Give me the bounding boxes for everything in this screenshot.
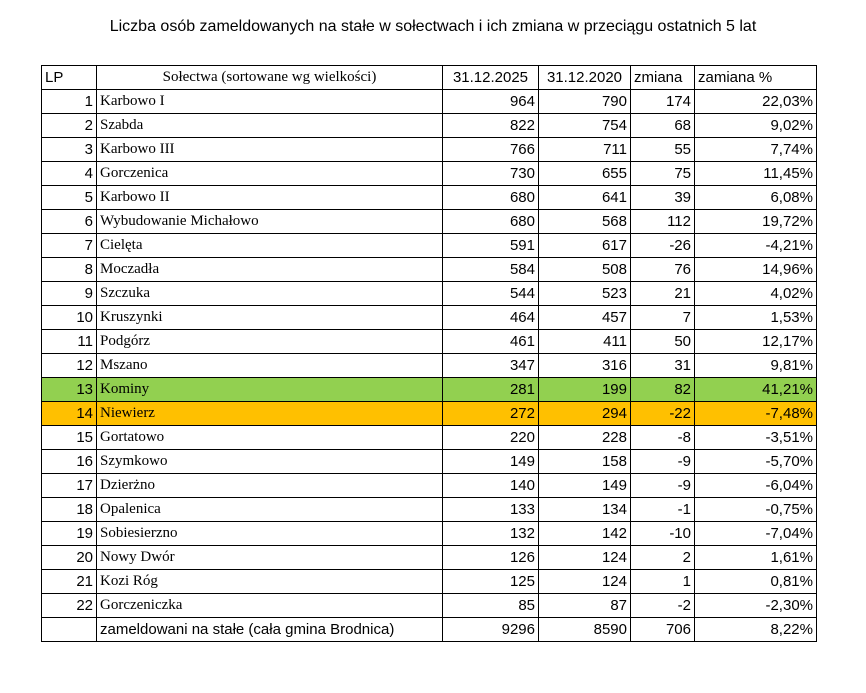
row-solectwo-name: Kruszynki [97, 306, 443, 330]
total-2025: 9296 [443, 618, 539, 642]
row-change: 31 [631, 354, 695, 378]
row-solectwo-name: Gorczenica [97, 162, 443, 186]
row-solectwo-name: Gorczeniczka [97, 594, 443, 618]
row-solectwo-name: Gortatowo [97, 426, 443, 450]
row-change-pct: 6,08% [695, 186, 817, 210]
total-2020: 8590 [539, 618, 631, 642]
table-row [42, 378, 817, 402]
row-solectwo-name: Opalenica [97, 498, 443, 522]
row-solectwo-name: Karbowo I [97, 90, 443, 114]
row-value-2025: 125 [443, 570, 539, 594]
table-row [42, 210, 817, 234]
row-lp: 8 [42, 258, 97, 282]
header-2020: 31.12.2020 [539, 66, 631, 90]
table-row [42, 138, 817, 162]
row-value-2020: 411 [539, 330, 631, 354]
row-change-pct: 9,02% [695, 114, 817, 138]
header-zamiana-pct: zamiana % [695, 66, 817, 90]
row-solectwo-name: Mszano [97, 354, 443, 378]
row-lp: 4 [42, 162, 97, 186]
row-lp: 14 [42, 402, 97, 426]
row-lp: 15 [42, 426, 97, 450]
row-value-2020: 158 [539, 450, 631, 474]
row-value-2025: 544 [443, 282, 539, 306]
row-solectwo-name: Sobiesierzno [97, 522, 443, 546]
table-row [42, 522, 817, 546]
table-row [42, 282, 817, 306]
header-row [42, 66, 817, 90]
row-value-2025: 964 [443, 90, 539, 114]
table-row [42, 594, 817, 618]
row-change: -8 [631, 426, 695, 450]
row-solectwo-name: Karbowo II [97, 186, 443, 210]
table-row [42, 546, 817, 570]
row-value-2025: 133 [443, 498, 539, 522]
row-lp: 22 [42, 594, 97, 618]
row-value-2025: 461 [443, 330, 539, 354]
table-row [42, 450, 817, 474]
row-change-pct: -5,70% [695, 450, 817, 474]
row-value-2025: 140 [443, 474, 539, 498]
row-change-pct: -4,21% [695, 234, 817, 258]
row-value-2020: 124 [539, 570, 631, 594]
row-value-2025: 272 [443, 402, 539, 426]
row-change-pct: -2,30% [695, 594, 817, 618]
row-lp: 3 [42, 138, 97, 162]
row-change: 50 [631, 330, 695, 354]
row-lp: 2 [42, 114, 97, 138]
row-value-2020: 316 [539, 354, 631, 378]
row-value-2025: 464 [443, 306, 539, 330]
row-value-2020: 199 [539, 378, 631, 402]
table-row [42, 474, 817, 498]
row-lp: 7 [42, 234, 97, 258]
row-solectwo-name: Moczadła [97, 258, 443, 282]
row-value-2020: 228 [539, 426, 631, 450]
row-solectwo-name: Szabda [97, 114, 443, 138]
row-change-pct: 14,96% [695, 258, 817, 282]
row-value-2020: 294 [539, 402, 631, 426]
row-lp: 1 [42, 90, 97, 114]
row-value-2020: 754 [539, 114, 631, 138]
total-label: zameldowani na stałe (cała gmina Brodnica) [97, 618, 443, 642]
row-lp: 10 [42, 306, 97, 330]
row-solectwo-name: Kozi Róg [97, 570, 443, 594]
total-change: 706 [631, 618, 695, 642]
row-change-pct: 4,02% [695, 282, 817, 306]
row-solectwo-name: Nowy Dwór [97, 546, 443, 570]
header-lp: LP [42, 66, 97, 90]
table-row [42, 258, 817, 282]
row-value-2025: 591 [443, 234, 539, 258]
table-row [42, 330, 817, 354]
row-change: 112 [631, 210, 695, 234]
table-row [42, 162, 817, 186]
row-change: 174 [631, 90, 695, 114]
row-value-2025: 132 [443, 522, 539, 546]
row-change: 55 [631, 138, 695, 162]
table-row [42, 426, 817, 450]
table-body [42, 90, 817, 642]
row-solectwo-name: Cielęta [97, 234, 443, 258]
row-value-2020: 641 [539, 186, 631, 210]
row-value-2020: 457 [539, 306, 631, 330]
row-change-pct: 9,81% [695, 354, 817, 378]
table-row [42, 234, 817, 258]
row-value-2020: 87 [539, 594, 631, 618]
row-lp: 16 [42, 450, 97, 474]
row-change: 2 [631, 546, 695, 570]
row-value-2025: 584 [443, 258, 539, 282]
row-change: -26 [631, 234, 695, 258]
row-value-2020: 711 [539, 138, 631, 162]
row-change: -9 [631, 474, 695, 498]
row-value-2020: 790 [539, 90, 631, 114]
row-solectwo-name: Karbowo III [97, 138, 443, 162]
table-row [42, 354, 817, 378]
row-lp: 12 [42, 354, 97, 378]
row-change: 21 [631, 282, 695, 306]
row-lp: 11 [42, 330, 97, 354]
row-lp: 19 [42, 522, 97, 546]
row-value-2020: 617 [539, 234, 631, 258]
row-change-pct: 12,17% [695, 330, 817, 354]
row-change: -2 [631, 594, 695, 618]
population-table [41, 65, 817, 642]
row-change-pct: 19,72% [695, 210, 817, 234]
row-solectwo-name: Kominy [97, 378, 443, 402]
row-change: -1 [631, 498, 695, 522]
row-lp: 18 [42, 498, 97, 522]
row-change-pct: -7,04% [695, 522, 817, 546]
row-value-2025: 766 [443, 138, 539, 162]
row-change: 1 [631, 570, 695, 594]
row-value-2020: 508 [539, 258, 631, 282]
table-row [42, 90, 817, 114]
total-change-pct: 8,22% [695, 618, 817, 642]
row-lp: 13 [42, 378, 97, 402]
row-change: -22 [631, 402, 695, 426]
row-change-pct: -0,75% [695, 498, 817, 522]
row-solectwo-name: Wybudowanie Michałowo [97, 210, 443, 234]
total-lp [42, 618, 97, 642]
row-value-2025: 85 [443, 594, 539, 618]
header-solectwa: Sołectwa (sortowane wg wielkości) [97, 66, 443, 90]
table-row [42, 570, 817, 594]
row-change-pct: 11,45% [695, 162, 817, 186]
row-value-2025: 680 [443, 186, 539, 210]
header-2025: 31.12.2025 [443, 66, 539, 90]
row-change: 76 [631, 258, 695, 282]
row-change-pct: 1,61% [695, 546, 817, 570]
row-value-2020: 523 [539, 282, 631, 306]
row-lp: 20 [42, 546, 97, 570]
row-value-2025: 347 [443, 354, 539, 378]
row-change: 7 [631, 306, 695, 330]
table-row [42, 498, 817, 522]
row-change: 39 [631, 186, 695, 210]
header-zmiana: zmiana [631, 66, 695, 90]
table-row [42, 186, 817, 210]
row-change-pct: -6,04% [695, 474, 817, 498]
row-solectwo-name: Szymkowo [97, 450, 443, 474]
row-value-2025: 126 [443, 546, 539, 570]
row-change: -10 [631, 522, 695, 546]
row-lp: 9 [42, 282, 97, 306]
row-change-pct: -3,51% [695, 426, 817, 450]
row-value-2020: 134 [539, 498, 631, 522]
row-value-2020: 142 [539, 522, 631, 546]
row-value-2025: 281 [443, 378, 539, 402]
row-solectwo-name: Podgórz [97, 330, 443, 354]
row-change: 82 [631, 378, 695, 402]
row-lp: 17 [42, 474, 97, 498]
table-row [42, 114, 817, 138]
total-row [42, 618, 817, 642]
row-solectwo-name: Szczuka [97, 282, 443, 306]
row-value-2025: 220 [443, 426, 539, 450]
row-lp: 6 [42, 210, 97, 234]
row-value-2020: 655 [539, 162, 631, 186]
row-value-2020: 124 [539, 546, 631, 570]
table-row [42, 402, 817, 426]
row-change-pct: 22,03% [695, 90, 817, 114]
row-lp: 5 [42, 186, 97, 210]
table-row [42, 306, 817, 330]
row-solectwo-name: Dzierżno [97, 474, 443, 498]
row-change-pct: 1,53% [695, 306, 817, 330]
page-title: Liczba osób zameldowanych na stałe w sołectwach i ich zmiana w przeciągu ostatnich 5 lat [109, 18, 757, 35]
row-change-pct: 0,81% [695, 570, 817, 594]
row-solectwo-name: Niewierz [97, 402, 443, 426]
row-value-2025: 730 [443, 162, 539, 186]
row-value-2025: 680 [443, 210, 539, 234]
row-value-2025: 822 [443, 114, 539, 138]
row-lp: 21 [42, 570, 97, 594]
row-value-2020: 568 [539, 210, 631, 234]
row-change-pct: -7,48% [695, 402, 817, 426]
row-change: -9 [631, 450, 695, 474]
row-value-2025: 149 [443, 450, 539, 474]
row-change-pct: 41,21% [695, 378, 817, 402]
row-change: 75 [631, 162, 695, 186]
row-change-pct: 7,74% [695, 138, 817, 162]
row-value-2020: 149 [539, 474, 631, 498]
row-change: 68 [631, 114, 695, 138]
